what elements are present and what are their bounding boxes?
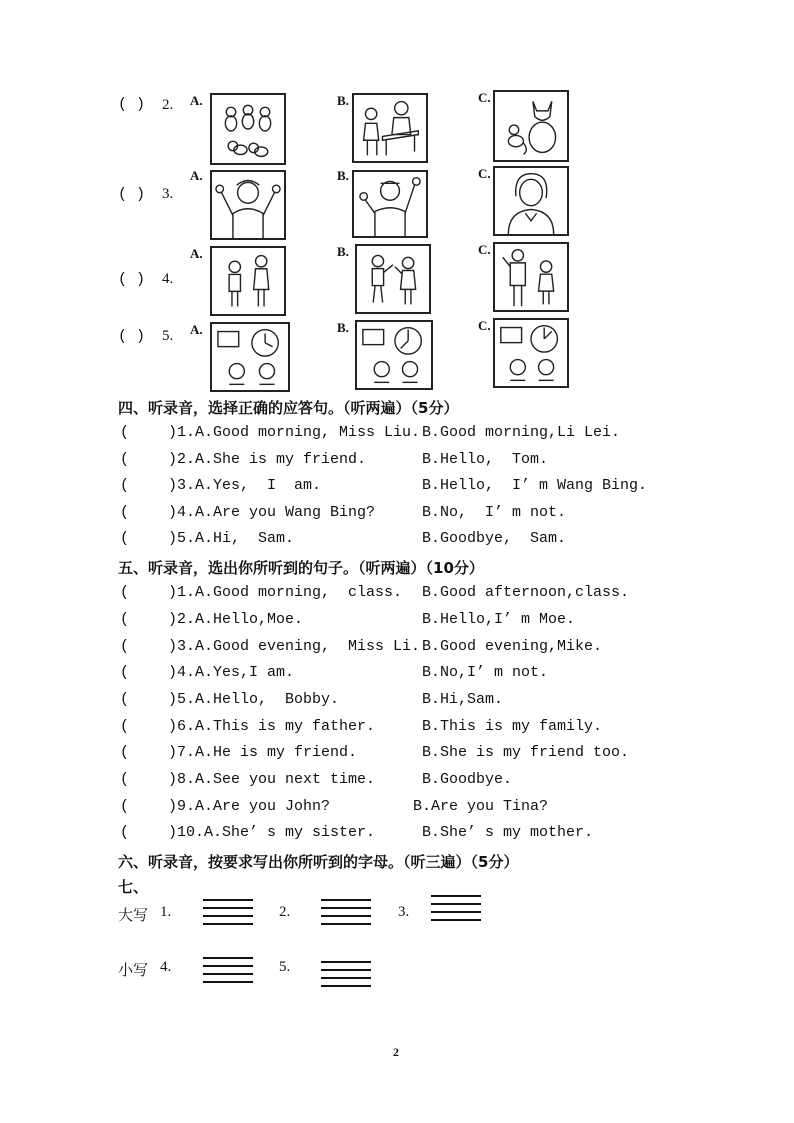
section-6-heading: 六、听录音，按要求写出你所听到的字母。（听三遍）（5分）: [118, 853, 519, 871]
item-number: 3.: [398, 904, 410, 920]
option-a[interactable]: )4.A.Yes,I am.: [132, 664, 295, 681]
option-letter: B.: [337, 320, 349, 335]
option-letter: A.: [190, 322, 203, 337]
option-b[interactable]: B.No, I’ m not.: [422, 504, 567, 521]
option-letter: C.: [478, 242, 491, 257]
cat-and-mouse-picture[interactable]: [493, 90, 569, 162]
answer-paren[interactable]: (: [120, 451, 130, 468]
option-letter: A.: [190, 93, 203, 108]
option-b[interactable]: B.She’ s my mother.: [422, 824, 594, 841]
option-a[interactable]: )10.A.She’ s my sister.: [132, 824, 376, 841]
answer-paren[interactable]: (: [120, 611, 130, 628]
option-letter: C.: [478, 90, 491, 105]
clock-afternoon-picture[interactable]: [355, 320, 433, 390]
answer-paren[interactable]: (: [120, 824, 130, 841]
answer-paren[interactable]: (: [120, 638, 130, 655]
option-b[interactable]: B.Are you Tina?: [413, 798, 549, 815]
option-a[interactable]: )1.A.Good morning, Miss Liu.: [132, 424, 421, 441]
boy-and-girl-picture[interactable]: [210, 246, 286, 316]
option-letter: A.: [190, 168, 203, 183]
children-at-desk-picture[interactable]: [352, 93, 428, 163]
option-letter: C.: [478, 318, 491, 333]
answer-paren[interactable]: (: [120, 691, 130, 708]
option-letter: C.: [478, 166, 491, 181]
answer-paren[interactable]: (: [120, 744, 130, 761]
section-4-heading: 四、听录音，选择正确的应答句。（听两遍）（5分）: [118, 399, 459, 417]
answer-paren[interactable]: (: [120, 664, 130, 681]
option-b[interactable]: B.Good evening,Mike.: [422, 638, 603, 655]
clock-evening-picture[interactable]: [493, 318, 569, 388]
option-b[interactable]: B.Good afternoon,class.: [422, 584, 630, 601]
option-a[interactable]: )3.A.Good evening, Miss Li.: [132, 638, 421, 655]
answer-paren[interactable]: (: [120, 584, 130, 601]
option-b[interactable]: B.Hello,I’ m Moe.: [422, 611, 576, 628]
option-a[interactable]: )5.A.Hello, Bobby.: [132, 691, 340, 708]
writing-lines[interactable]: [321, 961, 371, 993]
option-a[interactable]: )1.A.Good morning, class.: [132, 584, 403, 601]
answer-paren[interactable]: (: [120, 718, 130, 735]
question-number: 3.: [162, 186, 174, 202]
page-number: 2: [393, 1045, 399, 1059]
item-number: 2.: [279, 904, 291, 920]
uppercase-label: 大写: [118, 906, 149, 924]
lowercase-label: 小写: [118, 961, 149, 979]
writing-lines[interactable]: [203, 957, 253, 989]
option-b[interactable]: B.Goodbye.: [422, 771, 513, 788]
item-number: 4.: [160, 959, 172, 975]
answer-paren[interactable]: (: [120, 798, 130, 815]
option-a[interactable]: )2.A.She is my friend.: [132, 451, 367, 468]
option-a[interactable]: )8.A.See you next time.: [132, 771, 376, 788]
answer-paren[interactable]: (: [120, 530, 130, 547]
option-a[interactable]: )6.A.This is my father.: [132, 718, 376, 735]
answer-paren[interactable]: (: [120, 771, 130, 788]
option-a[interactable]: )4.A.Are you Wang Bing?: [132, 504, 376, 521]
waving-boy-picture[interactable]: [210, 170, 286, 240]
option-a[interactable]: )9.A.Are you John?: [132, 798, 331, 815]
mice-group-picture[interactable]: [210, 93, 286, 165]
item-number: 5.: [279, 959, 291, 975]
option-b[interactable]: B.Hi,Sam.: [422, 691, 504, 708]
item-number: 1.: [160, 904, 172, 920]
option-b[interactable]: B.She is my friend too.: [422, 744, 630, 761]
option-b[interactable]: B.Goodbye, Sam.: [422, 530, 567, 547]
option-b[interactable]: B.No,I’ m not.: [422, 664, 549, 681]
question-number: 4.: [162, 271, 174, 287]
writing-lines[interactable]: [431, 895, 481, 927]
answer-paren[interactable]: ( ): [118, 96, 146, 113]
option-a[interactable]: )3.A.Yes, I am.: [132, 477, 322, 494]
section-7-heading: 七、: [118, 878, 149, 896]
clock-morning-picture[interactable]: [210, 322, 290, 392]
answer-paren[interactable]: (: [120, 477, 130, 494]
option-letter: A.: [190, 246, 203, 261]
option-a[interactable]: )5.A.Hi, Sam.: [132, 530, 295, 547]
writing-lines[interactable]: [203, 899, 253, 931]
question-number: 2.: [162, 97, 174, 113]
option-b[interactable]: B.Hello, I’ m Wang Bing.: [422, 477, 648, 494]
answer-paren[interactable]: ( ): [118, 328, 146, 345]
answer-paren[interactable]: ( ): [118, 271, 146, 288]
option-letter: B.: [337, 93, 349, 108]
two-children-greeting-picture[interactable]: [355, 244, 431, 314]
section-5-heading: 五、听录音，选出你所听到的句子。（听两遍）（10分）: [118, 559, 484, 577]
waving-man-picture[interactable]: [352, 170, 428, 238]
writing-lines[interactable]: [321, 899, 371, 931]
answer-paren[interactable]: (: [120, 424, 130, 441]
option-letter: B.: [337, 244, 349, 259]
option-b[interactable]: B.Good morning,Li Lei.: [422, 424, 621, 441]
woman-portrait-picture[interactable]: [493, 166, 569, 236]
option-a[interactable]: )2.A.Hello,Moe.: [132, 611, 304, 628]
man-and-girl-picture[interactable]: [493, 242, 569, 312]
option-a[interactable]: )7.A.He is my friend.: [132, 744, 358, 761]
answer-paren[interactable]: ( ): [118, 186, 146, 203]
option-letter: B.: [337, 168, 349, 183]
option-b[interactable]: B.This is my family.: [422, 718, 603, 735]
option-b[interactable]: B.Hello, Tom.: [422, 451, 549, 468]
answer-paren[interactable]: (: [120, 504, 130, 521]
question-number: 5.: [162, 328, 174, 344]
